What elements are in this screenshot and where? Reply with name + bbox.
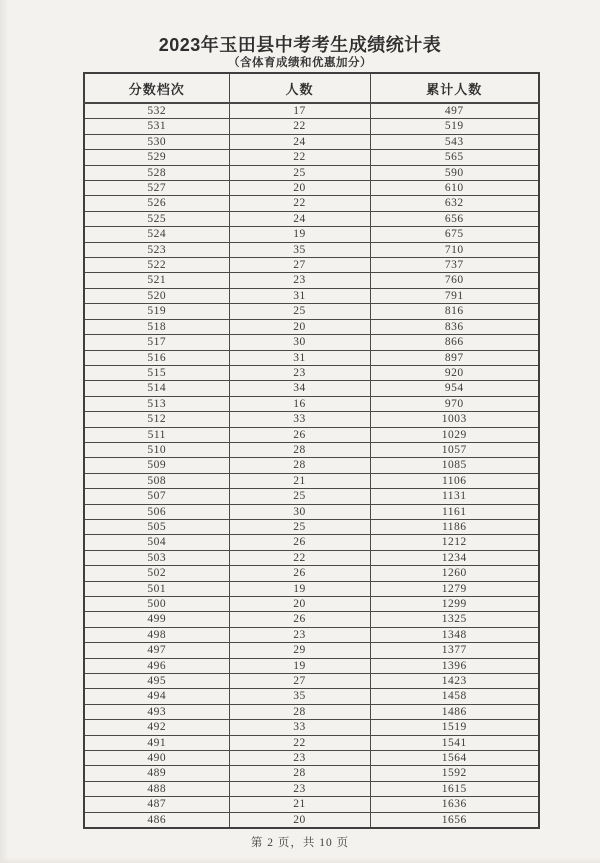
cumulative-cell: 737 — [370, 258, 539, 273]
count-cell: 24 — [229, 134, 370, 149]
score-cell: 499 — [84, 612, 229, 627]
cumulative-cell: 1519 — [370, 720, 539, 735]
table-row — [84, 781, 539, 796]
score-cell: 526 — [84, 196, 229, 211]
count-cell: 33 — [229, 720, 370, 735]
table-row — [84, 288, 539, 303]
count-cell: 19 — [229, 658, 370, 673]
table-row — [84, 103, 539, 119]
count-cell: 20 — [229, 319, 370, 334]
cumulative-cell: 632 — [370, 196, 539, 211]
table-header-row — [84, 73, 539, 103]
count-cell: 27 — [229, 674, 370, 689]
table-row — [84, 797, 539, 812]
count-cell: 19 — [229, 227, 370, 242]
column-header-count: 人数 — [229, 73, 370, 103]
score-cell: 495 — [84, 674, 229, 689]
table-row — [84, 735, 539, 750]
count-cell: 26 — [229, 566, 370, 581]
count-cell: 21 — [229, 473, 370, 488]
count-cell: 20 — [229, 812, 370, 828]
count-cell: 22 — [229, 119, 370, 134]
table-row — [84, 489, 539, 504]
score-cell: 509 — [84, 458, 229, 473]
table-row — [84, 150, 539, 165]
score-cell: 522 — [84, 258, 229, 273]
table-row — [84, 643, 539, 658]
table-row — [84, 242, 539, 257]
score-cell: 487 — [84, 797, 229, 812]
score-cell: 498 — [84, 627, 229, 642]
table-row — [84, 211, 539, 226]
count-cell: 25 — [229, 304, 370, 319]
table-row — [84, 119, 539, 134]
count-cell: 20 — [229, 181, 370, 196]
score-cell: 514 — [84, 381, 229, 396]
count-cell: 34 — [229, 381, 370, 396]
cumulative-cell: 1541 — [370, 735, 539, 750]
score-cell: 496 — [84, 658, 229, 673]
score-cell: 486 — [84, 812, 229, 828]
cumulative-cell: 1396 — [370, 658, 539, 673]
count-cell: 31 — [229, 350, 370, 365]
table-row — [84, 196, 539, 211]
count-cell: 22 — [229, 150, 370, 165]
count-cell: 25 — [229, 519, 370, 534]
count-cell: 31 — [229, 288, 370, 303]
score-cell: 527 — [84, 181, 229, 196]
cumulative-cell: 954 — [370, 381, 539, 396]
column-header-cumulative-count: 累计人数 — [370, 73, 539, 103]
count-cell: 27 — [229, 258, 370, 273]
count-cell: 22 — [229, 196, 370, 211]
cumulative-cell: 519 — [370, 119, 539, 134]
count-cell: 22 — [229, 550, 370, 565]
table-row — [84, 566, 539, 581]
cumulative-cell: 1458 — [370, 689, 539, 704]
cumulative-cell: 710 — [370, 242, 539, 257]
score-cell: 524 — [84, 227, 229, 242]
score-cell: 510 — [84, 442, 229, 457]
score-cell: 532 — [84, 103, 229, 119]
cumulative-cell: 1348 — [370, 627, 539, 642]
table-row — [84, 335, 539, 350]
table-row — [84, 627, 539, 642]
cumulative-cell: 1325 — [370, 612, 539, 627]
page-number: 第 2 页，共 10 页 — [250, 837, 350, 849]
count-cell: 30 — [229, 335, 370, 350]
count-cell: 23 — [229, 751, 370, 766]
count-cell: 20 — [229, 597, 370, 612]
count-cell: 16 — [229, 396, 370, 411]
cumulative-cell: 675 — [370, 227, 539, 242]
cumulative-cell: 497 — [370, 103, 539, 119]
score-cell: 519 — [84, 304, 229, 319]
score-cell: 493 — [84, 704, 229, 719]
count-cell: 28 — [229, 704, 370, 719]
cumulative-cell: 897 — [370, 350, 539, 365]
score-cell: 511 — [84, 427, 229, 442]
score-cell: 507 — [84, 489, 229, 504]
cumulative-cell: 1279 — [370, 581, 539, 596]
page-edge-shadow-bottom — [0, 857, 600, 863]
score-cell: 516 — [84, 350, 229, 365]
count-cell: 29 — [229, 643, 370, 658]
table-row — [84, 751, 539, 766]
table-row — [84, 812, 539, 828]
table-row — [84, 319, 539, 334]
cumulative-cell: 565 — [370, 150, 539, 165]
cumulative-cell: 1186 — [370, 519, 539, 534]
score-cell: 520 — [84, 288, 229, 303]
count-cell: 23 — [229, 627, 370, 642]
table-row — [84, 689, 539, 704]
table-row — [84, 473, 539, 488]
score-cell: 529 — [84, 150, 229, 165]
cumulative-cell: 1615 — [370, 781, 539, 796]
score-cell: 489 — [84, 766, 229, 781]
cumulative-cell: 1234 — [370, 550, 539, 565]
score-cell: 504 — [84, 535, 229, 550]
table-row — [84, 550, 539, 565]
score-cell: 521 — [84, 273, 229, 288]
table-row — [84, 273, 539, 288]
count-cell: 26 — [229, 612, 370, 627]
count-cell: 22 — [229, 735, 370, 750]
cumulative-cell: 1161 — [370, 504, 539, 519]
cumulative-cell: 920 — [370, 365, 539, 380]
cumulative-cell: 1260 — [370, 566, 539, 581]
score-cell: 523 — [84, 242, 229, 257]
score-cell: 488 — [84, 781, 229, 796]
count-cell: 19 — [229, 581, 370, 596]
table-row — [84, 658, 539, 673]
table-row — [84, 396, 539, 411]
table-row — [84, 519, 539, 534]
score-cell: 502 — [84, 566, 229, 581]
cumulative-cell: 760 — [370, 273, 539, 288]
score-cell: 503 — [84, 550, 229, 565]
table-row — [84, 442, 539, 457]
score-cell: 518 — [84, 319, 229, 334]
cumulative-cell: 590 — [370, 165, 539, 180]
count-cell: 23 — [229, 273, 370, 288]
table-row — [84, 535, 539, 550]
count-cell: 35 — [229, 242, 370, 257]
cumulative-cell: 1131 — [370, 489, 539, 504]
cumulative-cell: 1299 — [370, 597, 539, 612]
count-cell: 21 — [229, 797, 370, 812]
cumulative-cell: 1212 — [370, 535, 539, 550]
table-row — [84, 181, 539, 196]
table-body — [84, 103, 539, 828]
count-cell: 30 — [229, 504, 370, 519]
score-cell: 500 — [84, 597, 229, 612]
count-cell: 24 — [229, 211, 370, 226]
page-edge-shadow-left — [0, 0, 7, 863]
count-cell: 33 — [229, 412, 370, 427]
table-row — [84, 134, 539, 149]
count-cell: 28 — [229, 442, 370, 457]
score-cell: 494 — [84, 689, 229, 704]
score-cell: 525 — [84, 211, 229, 226]
column-header-score-bracket: 分数档次 — [84, 73, 229, 103]
table-row — [84, 766, 539, 781]
cumulative-cell: 836 — [370, 319, 539, 334]
cumulative-cell: 1003 — [370, 412, 539, 427]
table-row — [84, 412, 539, 427]
table-row — [84, 365, 539, 380]
cumulative-cell: 1636 — [370, 797, 539, 812]
cumulative-cell: 1592 — [370, 766, 539, 781]
table-row — [84, 597, 539, 612]
cumulative-cell: 1423 — [370, 674, 539, 689]
table-row — [84, 165, 539, 180]
table-row — [84, 304, 539, 319]
table-row — [84, 427, 539, 442]
count-cell: 26 — [229, 427, 370, 442]
table-row — [84, 381, 539, 396]
score-cell: 515 — [84, 365, 229, 380]
table-row — [84, 674, 539, 689]
score-cell: 512 — [84, 412, 229, 427]
count-cell: 26 — [229, 535, 370, 550]
score-cell: 492 — [84, 720, 229, 735]
cumulative-cell: 1106 — [370, 473, 539, 488]
cumulative-cell: 1057 — [370, 442, 539, 457]
score-statistics-table — [83, 72, 540, 829]
score-cell: 506 — [84, 504, 229, 519]
score-cell: 517 — [84, 335, 229, 350]
score-cell: 531 — [84, 119, 229, 134]
count-cell: 23 — [229, 365, 370, 380]
score-cell: 501 — [84, 581, 229, 596]
score-cell: 508 — [84, 473, 229, 488]
count-cell: 35 — [229, 689, 370, 704]
table-row — [84, 350, 539, 365]
cumulative-cell: 543 — [370, 134, 539, 149]
cumulative-cell: 656 — [370, 211, 539, 226]
count-cell: 28 — [229, 766, 370, 781]
cumulative-cell: 1564 — [370, 751, 539, 766]
count-cell: 28 — [229, 458, 370, 473]
cumulative-cell: 791 — [370, 288, 539, 303]
count-cell: 25 — [229, 165, 370, 180]
cumulative-cell: 610 — [370, 181, 539, 196]
count-cell: 23 — [229, 781, 370, 796]
table-row — [84, 720, 539, 735]
cumulative-cell: 970 — [370, 396, 539, 411]
page-title: 2023年玉田县中考考生成绩统计表 — [158, 35, 442, 55]
cumulative-cell: 1656 — [370, 812, 539, 828]
score-cell: 497 — [84, 643, 229, 658]
cumulative-cell: 816 — [370, 304, 539, 319]
page-subtitle: （含体育成绩和优惠加分） — [228, 57, 372, 69]
cumulative-cell: 866 — [370, 335, 539, 350]
table-row — [84, 504, 539, 519]
cumulative-cell: 1486 — [370, 704, 539, 719]
count-cell: 17 — [229, 103, 370, 119]
cumulative-cell: 1085 — [370, 458, 539, 473]
score-cell: 528 — [84, 165, 229, 180]
cumulative-cell: 1029 — [370, 427, 539, 442]
score-cell: 513 — [84, 396, 229, 411]
cumulative-cell: 1377 — [370, 643, 539, 658]
table-row — [84, 227, 539, 242]
table-row — [84, 704, 539, 719]
score-cell: 530 — [84, 134, 229, 149]
table-row — [84, 612, 539, 627]
score-cell: 490 — [84, 751, 229, 766]
table-row — [84, 258, 539, 273]
table-row — [84, 458, 539, 473]
score-cell: 505 — [84, 519, 229, 534]
score-cell: 491 — [84, 735, 229, 750]
table-row — [84, 581, 539, 596]
count-cell: 25 — [229, 489, 370, 504]
